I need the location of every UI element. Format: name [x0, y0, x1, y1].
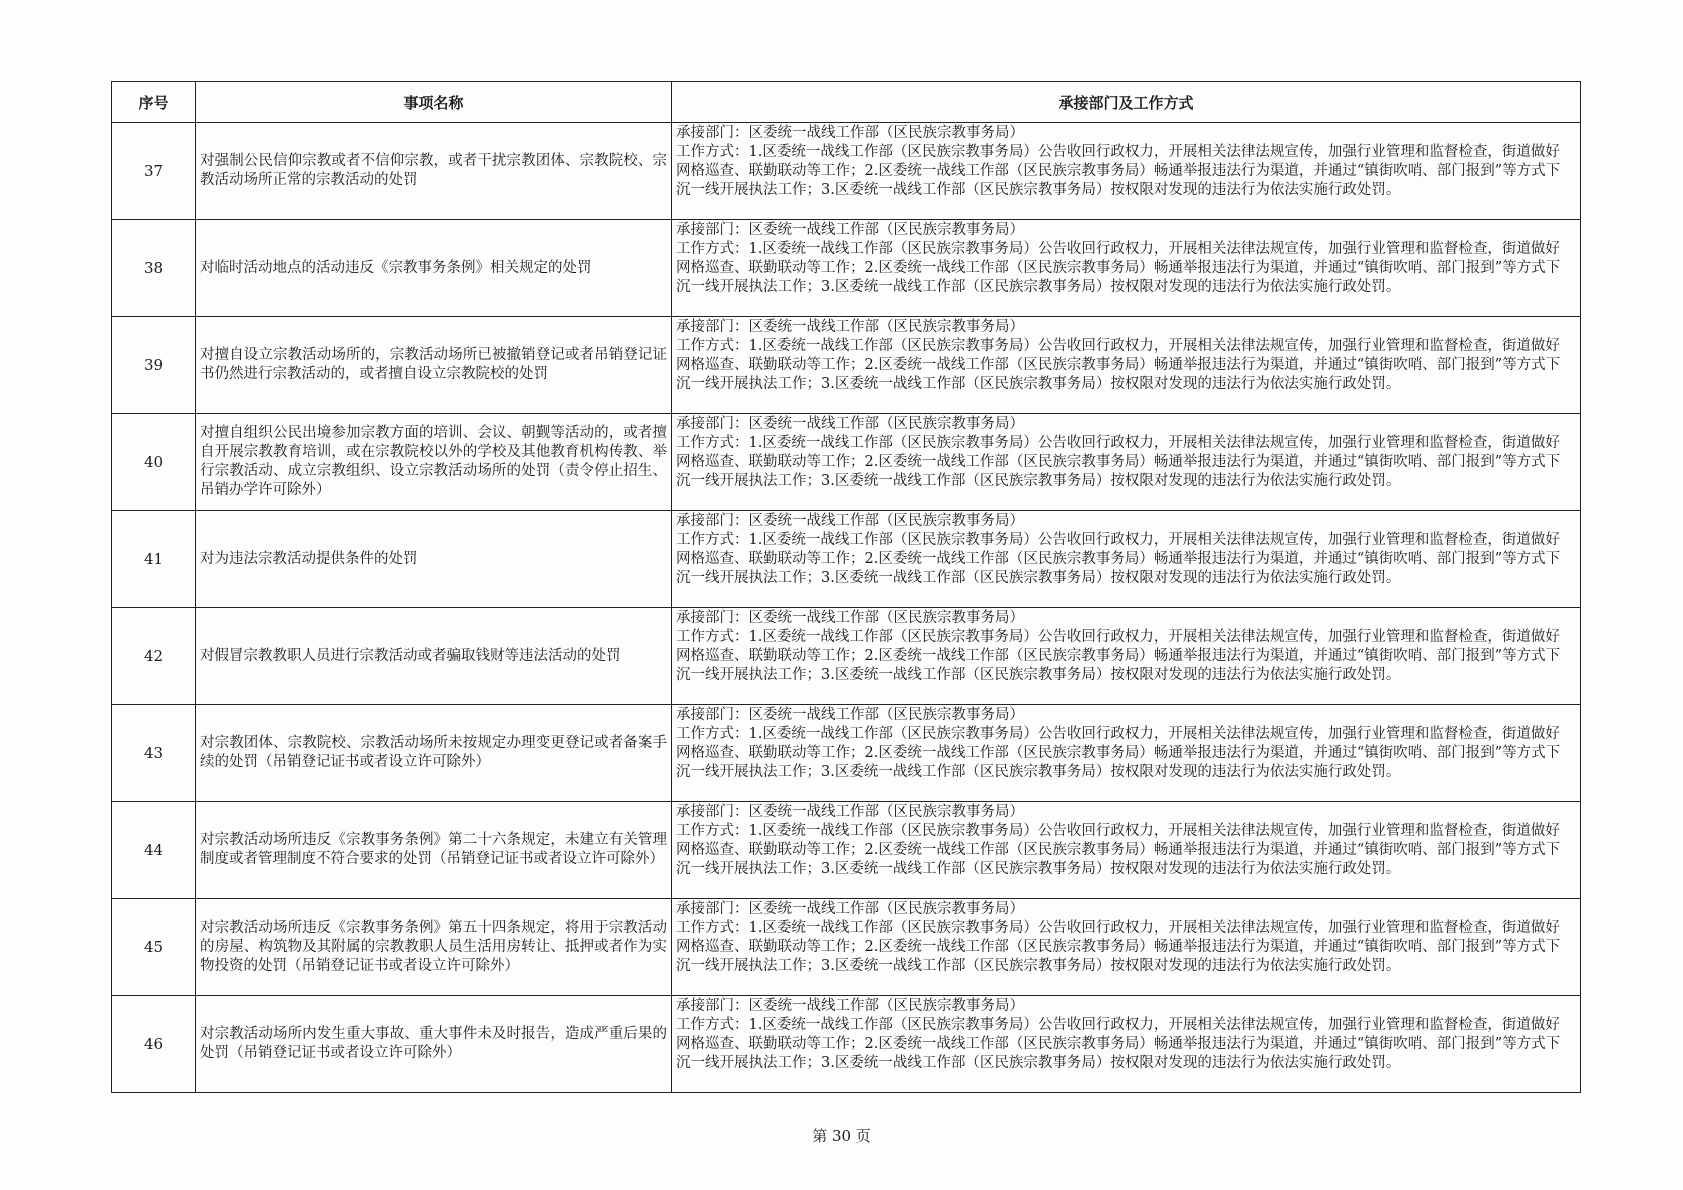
row-method: 承接部门：区委统一战线工作部（区民族宗教事务局） 工作方式：1.区委统一战线工作部（区民族宗教事务局）公告收回行政权力，开展相关法律法规宣传，加强行业管理和监督检查，街道做好网格巡查、联勤联动等工作；2.区委统一战线工作部（区民族宗教事务局）畅通举报违法行为渠道，并通过“镇街吹哨、部门报到”等方式下沉一线开展执法工作；3.区委统一战线工作部（区民族宗教事务局）按权限对发现的违法行为依法实施行政处罚。: [676, 319, 1561, 392]
row-method-cell: [672, 317, 1581, 414]
table-row: [112, 899, 1581, 996]
header-name: 事项名称: [196, 82, 672, 123]
table-row: [112, 414, 1581, 511]
row-no: 39: [112, 317, 196, 414]
row-method: 承接部门：区委统一战线工作部（区民族宗教事务局） 工作方式：1.区委统一战线工作部（区民族宗教事务局）公告收回行政权力，开展相关法律法规宣传，加强行业管理和监督检查，街道做好网格巡查、联勤联动等工作；2.区委统一战线工作部（区民族宗教事务局）畅通举报违法行为渠道，并通过“镇街吹哨、部门报到”等方式下沉一线开展执法工作；3.区委统一战线工作部（区民族宗教事务局）按权限对发现的违法行为依法实施行政处罚。: [676, 222, 1561, 295]
table-row: [112, 705, 1581, 802]
row-method-cell: [672, 899, 1581, 996]
table-row: [112, 802, 1581, 899]
row-method-cell: [672, 414, 1581, 511]
row-item-name: 对擅自组织公民出境参加宗教方面的培训、会议、朝觐等活动的，或者擅自开展宗教教育培训，或在宗教院校以外的学校及其他教育机构传教、举行宗教活动、成立宗教组织、设立宗教活动场所的处罚（责令停止招生、吊销办学许可除外）: [196, 414, 672, 511]
items-table: [111, 81, 1581, 1093]
row-no: 40: [112, 414, 196, 511]
row-no: 38: [112, 220, 196, 317]
row-no: 46: [112, 996, 196, 1093]
row-item-name: 对假冒宗教教职人员进行宗教活动或者骗取钱财等违法活动的处罚: [196, 608, 672, 705]
table-row: [112, 123, 1581, 220]
row-method: 承接部门：区委统一战线工作部（区民族宗教事务局） 工作方式：1.区委统一战线工作部（区民族宗教事务局）公告收回行政权力，开展相关法律法规宣传，加强行业管理和监督检查，街道做好网格巡查、联勤联动等工作；2.区委统一战线工作部（区民族宗教事务局）畅通举报违法行为渠道，并通过“镇街吹哨、部门报到”等方式下沉一线开展执法工作；3.区委统一战线工作部（区民族宗教事务局）按权限对发现的违法行为依法实施行政处罚。: [676, 416, 1561, 489]
row-method: 承接部门：区委统一战线工作部（区民族宗教事务局） 工作方式：1.区委统一战线工作部（区民族宗教事务局）公告收回行政权力，开展相关法律法规宣传，加强行业管理和监督检查，街道做好网格巡查、联勤联动等工作；2.区委统一战线工作部（区民族宗教事务局）畅通举报违法行为渠道，并通过“镇街吹哨、部门报到”等方式下沉一线开展执法工作；3.区委统一战线工作部（区民族宗教事务局）按权限对发现的违法行为依法实施行政处罚。: [676, 125, 1561, 198]
row-method-cell: [672, 705, 1581, 802]
row-item-name: 对为违法宗教活动提供条件的处罚: [196, 511, 672, 608]
row-no: 44: [112, 802, 196, 899]
row-method: 承接部门：区委统一战线工作部（区民族宗教事务局） 工作方式：1.区委统一战线工作部（区民族宗教事务局）公告收回行政权力，开展相关法律法规宣传，加强行业管理和监督检查，街道做好网格巡查、联勤联动等工作；2.区委统一战线工作部（区民族宗教事务局）畅通举报违法行为渠道，并通过“镇街吹哨、部门报到”等方式下沉一线开展执法工作；3.区委统一战线工作部（区民族宗教事务局）按权限对发现的违法行为依法实施行政处罚。: [676, 901, 1561, 974]
row-item-name: 对强制公民信仰宗教或者不信仰宗教，或者干扰宗教团体、宗教院校、宗教活动场所正常的宗教活动的处罚: [196, 123, 672, 220]
row-method: 承接部门：区委统一战线工作部（区民族宗教事务局） 工作方式：1.区委统一战线工作部（区民族宗教事务局）公告收回行政权力，开展相关法律法规宣传，加强行业管理和监督检查，街道做好网格巡查、联勤联动等工作；2.区委统一战线工作部（区民族宗教事务局）畅通举报违法行为渠道，并通过“镇街吹哨、部门报到”等方式下沉一线开展执法工作；3.区委统一战线工作部（区民族宗教事务局）按权限对发现的违法行为依法实施行政处罚。: [676, 513, 1561, 586]
row-method: 承接部门：区委统一战线工作部（区民族宗教事务局） 工作方式：1.区委统一战线工作部（区民族宗教事务局）公告收回行政权力，开展相关法律法规宣传，加强行业管理和监督检查，街道做好网格巡查、联勤联动等工作；2.区委统一战线工作部（区民族宗教事务局）畅通举报违法行为渠道，并通过“镇街吹哨、部门报到”等方式下沉一线开展执法工作；3.区委统一战线工作部（区民族宗教事务局）按权限对发现的违法行为依法实施行政处罚。: [676, 707, 1561, 780]
header-no: 序号: [112, 82, 196, 123]
row-item-name: 对临时活动地点的活动违反《宗教事务条例》相关规定的处罚: [196, 220, 672, 317]
row-no: 43: [112, 705, 196, 802]
table-header-row: [112, 82, 1581, 123]
row-method-cell: [672, 608, 1581, 705]
row-no: 37: [112, 123, 196, 220]
table-row: [112, 511, 1581, 608]
page-number: 第 30 页: [812, 1127, 871, 1145]
row-method: 承接部门：区委统一战线工作部（区民族宗教事务局） 工作方式：1.区委统一战线工作部（区民族宗教事务局）公告收回行政权力，开展相关法律法规宣传，加强行业管理和监督检查，街道做好网格巡查、联勤联动等工作；2.区委统一战线工作部（区民族宗教事务局）畅通举报违法行为渠道，并通过“镇街吹哨、部门报到”等方式下沉一线开展执法工作；3.区委统一战线工作部（区民族宗教事务局）按权限对发现的违法行为依法实施行政处罚。: [676, 804, 1561, 877]
row-no: 42: [112, 608, 196, 705]
row-item-name: 对宗教活动场所违反《宗教事务条例》第五十四条规定，将用于宗教活动的房屋、构筑物及其附属的宗教教职人员生活用房转让、抵押或者作为实物投资的处罚（吊销登记证书或者设立许可除外）: [196, 899, 672, 996]
row-item-name: 对擅自设立宗教活动场所的，宗教活动场所已被撤销登记或者吊销登记证书仍然进行宗教活动的，或者擅自设立宗教院校的处罚: [196, 317, 672, 414]
table-row: [112, 608, 1581, 705]
row-method-cell: [672, 220, 1581, 317]
row-no: 41: [112, 511, 196, 608]
table-row: [112, 220, 1581, 317]
row-item-name: 对宗教团体、宗教院校、宗教活动场所未按规定办理变更登记或者备案手续的处罚（吊销登记证书或者设立许可除外）: [196, 705, 672, 802]
header-method: 承接部门及工作方式: [672, 82, 1581, 123]
row-method: 承接部门：区委统一战线工作部（区民族宗教事务局） 工作方式：1.区委统一战线工作部（区民族宗教事务局）公告收回行政权力，开展相关法律法规宣传，加强行业管理和监督检查，街道做好网格巡查、联勤联动等工作；2.区委统一战线工作部（区民族宗教事务局）畅通举报违法行为渠道，并通过“镇街吹哨、部门报到”等方式下沉一线开展执法工作；3.区委统一战线工作部（区民族宗教事务局）按权限对发现的违法行为依法实施行政处罚。: [676, 610, 1561, 683]
row-method-cell: [672, 511, 1581, 608]
table-row: [112, 996, 1581, 1093]
row-method: 承接部门：区委统一战线工作部（区民族宗教事务局） 工作方式：1.区委统一战线工作部（区民族宗教事务局）公告收回行政权力，开展相关法律法规宣传，加强行业管理和监督检查，街道做好网格巡查、联勤联动等工作；2.区委统一战线工作部（区民族宗教事务局）畅通举报违法行为渠道，并通过“镇街吹哨、部门报到”等方式下沉一线开展执法工作；3.区委统一战线工作部（区民族宗教事务局）按权限对发现的违法行为依法实施行政处罚。: [676, 998, 1561, 1071]
table-row: [112, 317, 1581, 414]
row-method-cell: [672, 996, 1581, 1093]
row-no: 45: [112, 899, 196, 996]
row-method-cell: [672, 123, 1581, 220]
row-method-cell: [672, 802, 1581, 899]
row-item-name: 对宗教活动场所内发生重大事故、重大事件未及时报告，造成严重后果的处罚（吊销登记证书或者设立许可除外）: [196, 996, 672, 1093]
row-item-name: 对宗教活动场所违反《宗教事务条例》第二十六条规定，未建立有关管理制度或者管理制度不符合要求的处罚（吊销登记证书或者设立许可除外）: [196, 802, 672, 899]
